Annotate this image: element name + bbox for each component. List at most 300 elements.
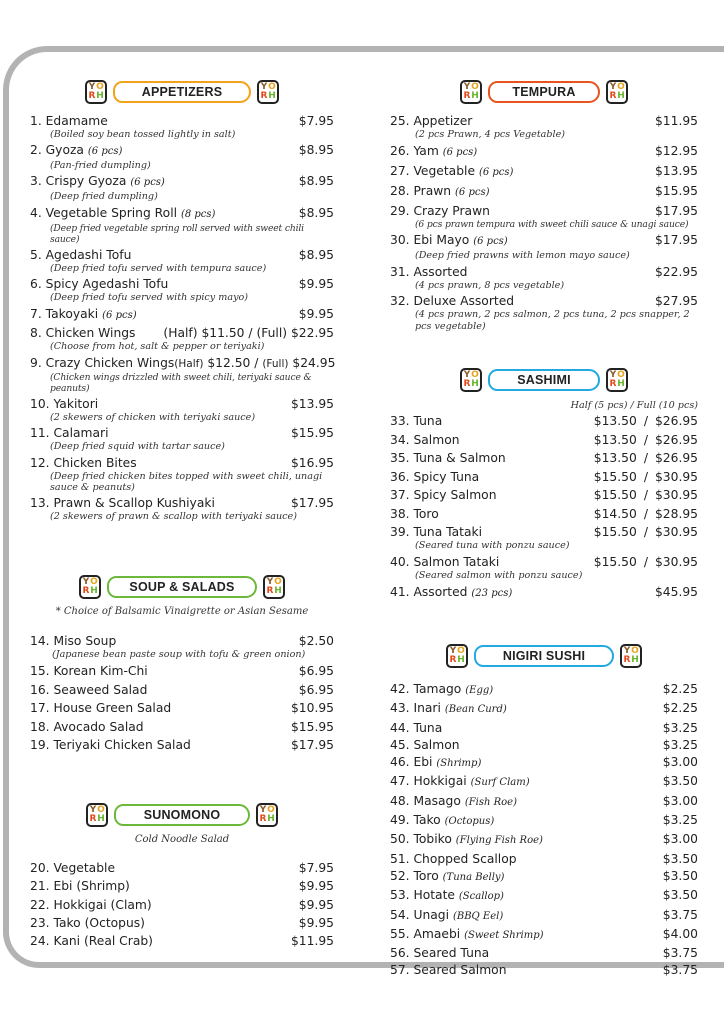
menu-item xyxy=(390,450,698,466)
item-name-text: 15. Korean Kim-Chi xyxy=(30,664,148,679)
logo-letter: R xyxy=(609,91,617,101)
item-name-text: 51. Chopped Scallop xyxy=(390,851,517,866)
item-name xyxy=(30,113,108,129)
yorh-logo-icon xyxy=(256,803,278,827)
item-name: 36. Spicy Tuna xyxy=(390,469,480,484)
item-name xyxy=(390,203,490,219)
item-row xyxy=(390,773,698,791)
item-name xyxy=(30,495,215,511)
half-price: $15.50 xyxy=(593,469,637,484)
item-row xyxy=(390,926,698,944)
item-name-text: 2. Gyoza xyxy=(30,143,84,158)
item-description: (2 skewers of prawn & scallop with teriyaki sauce) xyxy=(50,511,297,523)
item-price: $16.95 xyxy=(290,455,334,470)
item-name-text: 6. Spicy Agedashi Tofu xyxy=(30,277,169,292)
logo-letter: Y xyxy=(449,646,457,656)
item-row xyxy=(30,737,334,753)
item-price: $2.50 xyxy=(298,634,334,648)
item-price: $10.95 xyxy=(290,701,334,716)
item-price: $12.95 xyxy=(654,143,698,158)
logo-letter: Y xyxy=(260,82,268,92)
item-name: 35. Tuna & Salmon xyxy=(390,451,506,465)
item-name xyxy=(390,926,544,944)
logo-letter: Y xyxy=(609,82,617,92)
yorh-logo-icon xyxy=(460,80,482,104)
item-price: $3.50 xyxy=(662,868,698,883)
sunomono-section xyxy=(30,802,334,951)
item-name xyxy=(390,812,494,830)
menu-item xyxy=(390,113,698,141)
item-price: $13.95 xyxy=(654,163,698,178)
item-portion: (Octopus) xyxy=(444,816,495,828)
item-name-text: 28. Prawn xyxy=(390,183,452,198)
item-name-text: 26. Yam xyxy=(390,143,439,158)
item-name: 33. Tuna xyxy=(390,414,443,428)
item-row xyxy=(390,962,698,978)
item-row xyxy=(390,868,698,886)
item-name-text: 17. House Green Salad xyxy=(30,701,172,716)
item-name xyxy=(30,878,130,894)
item-row xyxy=(390,163,698,181)
item-price: $6.95 xyxy=(298,682,334,697)
full-price: $30.95 xyxy=(654,525,698,539)
half-price: $15.50 xyxy=(593,525,637,539)
price-separator: / xyxy=(643,506,648,521)
menu-item xyxy=(390,851,698,867)
menu-item xyxy=(30,455,334,494)
menu-item xyxy=(390,720,698,736)
logo-letter: H xyxy=(617,379,625,389)
item-row xyxy=(390,469,698,485)
item-row xyxy=(390,143,698,161)
item-name xyxy=(30,719,144,735)
logo-letter: H xyxy=(274,586,282,596)
item-name xyxy=(390,720,442,736)
menu-item xyxy=(30,306,334,324)
item-name-text: 48. Masago xyxy=(390,793,461,808)
item-row xyxy=(390,907,698,925)
logo-letter: R xyxy=(463,91,471,101)
menu-item xyxy=(30,113,334,141)
item-row xyxy=(390,793,698,811)
item-row xyxy=(390,887,698,905)
item-price: $9.95 xyxy=(298,915,334,930)
item-name-text: 50. Tobiko xyxy=(390,832,452,847)
full-price: $28.95 xyxy=(654,506,698,521)
logo-letter: O xyxy=(471,370,479,380)
item-price: $9.95 xyxy=(298,277,334,292)
price-separator: / xyxy=(643,414,648,428)
item-portion: (6 pcs) xyxy=(87,146,123,158)
item-name xyxy=(30,247,131,263)
item-price xyxy=(594,469,698,485)
item-row xyxy=(390,524,698,540)
item-name: 34. Salmon xyxy=(390,432,460,447)
item-name-text: 23. Tako (Octopus) xyxy=(30,915,145,930)
item-row xyxy=(390,737,698,753)
item-row xyxy=(30,933,334,949)
item-name-text: 21. Ebi (Shrimp) xyxy=(30,879,130,894)
item-name xyxy=(30,142,122,160)
menu-item xyxy=(30,897,334,913)
menu-item xyxy=(390,506,698,522)
item-row xyxy=(30,306,334,324)
logo-letter: R xyxy=(266,586,274,596)
item-row xyxy=(390,293,698,309)
item-price: $9.95 xyxy=(298,897,334,912)
item-name-text: 32. Deluxe Assorted xyxy=(390,294,515,308)
item-portion: (6 pcs) xyxy=(130,177,165,189)
item-price: $4.00 xyxy=(662,926,698,941)
item-name xyxy=(390,962,507,978)
item-row xyxy=(30,719,334,735)
menu-item xyxy=(390,203,698,231)
tempura-section xyxy=(390,79,698,334)
soup-salads-list xyxy=(30,633,334,753)
logo-letter: R xyxy=(609,379,617,389)
item-name xyxy=(390,945,489,961)
item-name-text: 56. Seared Tuna xyxy=(390,946,490,961)
appetizers-header xyxy=(30,79,334,105)
item-row xyxy=(30,247,334,263)
item-description: (Chicken wings drizzled with sweet chili, teriyaki sauce & peanuts) xyxy=(50,371,312,394)
item-row xyxy=(390,945,698,961)
half-price: $12.50 / xyxy=(203,355,263,370)
item-row xyxy=(390,720,698,736)
item-price: $3.00 xyxy=(662,832,698,847)
item-row xyxy=(390,264,698,280)
item-portion: (6 pcs) xyxy=(442,146,478,158)
item-price: $3.75 xyxy=(662,963,698,978)
item-name-text: 16. Seaweed Salad xyxy=(30,682,148,697)
item-price: $17.95 xyxy=(654,203,698,218)
item-description: (Boiled soy bean tossed lightly in salt) xyxy=(50,129,236,140)
menu-item xyxy=(30,425,334,453)
half-price: $15.50 xyxy=(593,488,637,502)
item-price: $17.95 xyxy=(290,496,334,511)
item-price: $11.95 xyxy=(290,934,334,949)
logo-letter: R xyxy=(463,379,471,389)
item-name xyxy=(30,173,165,191)
logo-letter: Y xyxy=(88,82,96,92)
item-name-text: 49. Tako xyxy=(390,813,441,828)
sunomono-list xyxy=(30,860,334,949)
sashimi-size-note: Half (5 pcs) / Full (10 pcs) xyxy=(570,400,698,411)
item-name-text: 1. Edamame xyxy=(30,114,108,128)
nigiri-title: NIGIRI SUSHI xyxy=(474,645,614,667)
logo-letter: O xyxy=(631,646,639,656)
item-name-text: 14. Miso Soup xyxy=(30,634,117,648)
item-description: (Pan-fried dumpling) xyxy=(50,160,151,172)
item-price: $15.95 xyxy=(654,183,698,198)
menu-item xyxy=(390,681,698,699)
item-name xyxy=(30,633,116,649)
item-row xyxy=(30,495,334,511)
logo-letter: R xyxy=(623,655,631,665)
sunomono-title: SUNOMONO xyxy=(114,804,250,826)
item-name xyxy=(390,868,504,886)
item-description: (4 pcs prawn, 2 pcs salmon, 2 pcs tuna, 2 pcs snapper, 2 pcs vegetable) xyxy=(415,309,690,332)
appetizers-title: APPETIZERS xyxy=(113,81,251,103)
menu-item xyxy=(390,469,698,485)
half-price: $13.50 xyxy=(593,414,637,428)
menu-item xyxy=(390,183,698,201)
full-price: $30.95 xyxy=(654,555,698,569)
nigiri-header xyxy=(390,643,698,669)
item-name-text: 53. Hotate xyxy=(390,888,455,903)
menu-item xyxy=(30,663,334,679)
item-name xyxy=(30,737,191,753)
menu-item xyxy=(30,878,334,894)
menu-item xyxy=(390,264,698,292)
item-portion: (Sweet Shrimp) xyxy=(464,929,544,941)
menu-item xyxy=(390,143,698,161)
menu-item xyxy=(30,142,334,172)
menu-item xyxy=(390,700,698,718)
item-price: $17.95 xyxy=(290,738,334,753)
item-row xyxy=(390,812,698,830)
item-price: $9.95 xyxy=(298,879,334,894)
logo-letter: H xyxy=(457,655,465,665)
menu-item xyxy=(30,860,334,876)
item-price: $8.95 xyxy=(298,248,334,263)
full-price: $30.95 xyxy=(654,488,698,502)
half-price: $13.50 xyxy=(593,432,637,447)
menu-item xyxy=(30,495,334,523)
item-name xyxy=(30,425,109,441)
item-row xyxy=(30,633,334,649)
item-price: $27.95 xyxy=(654,294,698,308)
menu-item xyxy=(30,719,334,735)
sashimi-section xyxy=(390,367,698,602)
item-price: $7.95 xyxy=(298,861,334,875)
item-row xyxy=(390,450,698,466)
item-row xyxy=(30,915,334,931)
item-name-text: 52. Toro xyxy=(390,868,439,883)
menu-item xyxy=(30,325,334,353)
yorh-logo-icon xyxy=(257,80,279,104)
item-row xyxy=(390,232,698,250)
yorh-logo-icon xyxy=(446,644,468,668)
logo-letter: Y xyxy=(82,577,90,587)
menu-item xyxy=(30,355,334,395)
item-price: $3.25 xyxy=(662,737,698,752)
logo-letter: O xyxy=(268,82,276,92)
item-price xyxy=(594,524,698,540)
item-name xyxy=(390,907,503,925)
item-price xyxy=(594,554,698,570)
menu-item xyxy=(30,633,334,661)
item-name xyxy=(30,276,168,292)
item-name-text: 9. Crazy Chicken Wings xyxy=(30,355,175,370)
full-price: $26.95 xyxy=(654,432,698,447)
appetizers-list xyxy=(30,113,334,523)
menu-item xyxy=(390,754,698,772)
item-description: (Deep fried chicken bites topped with sweet chili, unagi sauce & peanuts) xyxy=(50,470,323,494)
item-name xyxy=(30,455,137,471)
item-name-text: 11. Calamari xyxy=(30,426,109,441)
logo-letter: H xyxy=(268,91,276,101)
item-price: $45.95 xyxy=(654,585,698,599)
item-name-text: 5. Agedashi Tofu xyxy=(30,248,132,263)
price-separator: / xyxy=(643,525,648,539)
item-portion: (Scallop) xyxy=(458,891,504,903)
item-price: $17.95 xyxy=(654,233,698,247)
item-name-text: 19. Teriyaki Chicken Salad xyxy=(30,738,191,753)
item-name-text: 22. Hokkigai (Clam) xyxy=(30,897,152,912)
item-name xyxy=(30,700,171,716)
item-row xyxy=(30,173,334,191)
logo-letter: Y xyxy=(266,577,274,587)
soup-salads-title: SOUP & SALADS xyxy=(107,576,257,598)
item-description: (Seared tuna with ponzu sauce) xyxy=(415,540,570,551)
item-row xyxy=(390,681,698,699)
logo-letter: Y xyxy=(259,805,267,815)
item-name xyxy=(30,205,215,223)
half-price: $15.50 xyxy=(593,555,637,569)
item-name-text: 42. Tamago xyxy=(390,682,462,696)
item-row xyxy=(390,754,698,772)
item-price xyxy=(174,355,335,372)
menu-item xyxy=(30,915,334,931)
item-name xyxy=(30,897,152,913)
item-name-text: 45. Salmon xyxy=(390,737,460,752)
menu-item xyxy=(390,773,698,791)
logo-letter: R xyxy=(82,586,90,596)
yorh-logo-icon xyxy=(79,575,101,599)
yorh-logo-icon xyxy=(460,368,482,392)
item-portion: (Flying Fish Roe) xyxy=(455,835,543,847)
item-portion: (Fish Roe) xyxy=(464,796,517,808)
sashimi-list xyxy=(390,413,698,602)
item-name: 37. Spicy Salmon xyxy=(390,488,497,502)
item-price xyxy=(594,450,698,466)
tempura-list xyxy=(390,113,698,332)
menu-item xyxy=(390,831,698,849)
yorh-logo-icon xyxy=(620,644,642,668)
item-row xyxy=(390,584,698,602)
item-price: $3.50 xyxy=(662,774,698,789)
item-description: (Deep fried prawns with lemon mayo sauce) xyxy=(415,250,630,261)
item-name-text: 27. Vegetable xyxy=(390,163,476,178)
menu-item xyxy=(30,700,334,716)
item-row xyxy=(390,831,698,849)
logo-letter: O xyxy=(274,577,282,587)
logo-letter: R xyxy=(449,655,457,665)
item-name-text: 24. Kani (Real Crab) xyxy=(30,934,153,949)
item-description: (Seared salmon with ponzu sauce) xyxy=(415,570,583,581)
logo-letter: H xyxy=(97,814,105,824)
item-name xyxy=(390,793,517,811)
item-price: (Half) $11.50 / (Full) $22.95 xyxy=(163,326,334,341)
item-name xyxy=(390,831,543,849)
menu-item xyxy=(30,173,334,203)
half-label: (Half) xyxy=(174,357,204,370)
menu-item xyxy=(390,907,698,925)
item-description: (Japanese bean paste soup with tofu & green onion) xyxy=(52,649,306,660)
full-price: $26.95 xyxy=(654,451,698,465)
logo-letter: R xyxy=(260,91,268,101)
item-price xyxy=(594,506,698,522)
price-separator: / xyxy=(643,469,648,484)
item-name-text: 3. Crispy Gyoza xyxy=(30,174,127,189)
item-price: $3.75 xyxy=(662,946,698,961)
item-row xyxy=(390,554,698,570)
logo-letter: H xyxy=(96,91,104,101)
item-name xyxy=(390,681,493,699)
item-row xyxy=(390,700,698,718)
item-name xyxy=(30,325,135,341)
item-price: $9.95 xyxy=(298,306,334,321)
item-row xyxy=(390,203,698,219)
price-separator: / xyxy=(643,555,648,569)
logo-letter: R xyxy=(89,814,97,824)
item-name xyxy=(390,754,481,772)
item-price: $8.95 xyxy=(298,143,334,158)
item-description: (6 pcs prawn tempura with sweet chili sauce & unagi sauce) xyxy=(415,218,689,230)
menu-item xyxy=(390,584,698,602)
item-name-text: 31. Assorted xyxy=(390,264,468,279)
menu-item xyxy=(30,933,334,949)
item-name-text: 8. Chicken Wings xyxy=(30,326,136,341)
item-name-text: 20. Vegetable xyxy=(30,861,116,875)
logo-letter: H xyxy=(90,586,98,596)
item-name xyxy=(30,915,145,931)
dressing-note: * Choice of Balsamic Vinaigrette or Asian Sesame xyxy=(55,606,309,617)
soup-salads-header xyxy=(30,574,334,600)
logo-letter: O xyxy=(267,805,275,815)
menu-item xyxy=(390,524,698,552)
item-row xyxy=(30,878,334,894)
sunomono-header xyxy=(30,802,334,828)
item-name xyxy=(390,264,467,280)
item-name: 39. Tuna Tataki xyxy=(390,525,483,539)
item-price: $3.25 xyxy=(662,720,698,735)
half-price: $13.50 xyxy=(593,451,637,465)
menu-item xyxy=(30,247,334,275)
logo-letter: O xyxy=(96,82,104,92)
menu-item xyxy=(390,887,698,905)
menu-item xyxy=(390,926,698,944)
item-description: (Deep fried tofu served with tempura sauce) xyxy=(50,263,267,275)
item-description: (2 skewers of chicken with teriyaki sauce) xyxy=(50,412,256,424)
logo-letter: H xyxy=(631,655,639,665)
menu-item xyxy=(30,205,334,246)
item-name-text: 43. Inari xyxy=(390,701,441,716)
item-price: $7.95 xyxy=(298,114,334,128)
item-name xyxy=(30,933,153,949)
item-name-text: 44. Tuna xyxy=(390,720,443,735)
item-row xyxy=(30,113,334,129)
item-row xyxy=(390,432,698,448)
item-portion: (6 pcs) xyxy=(473,236,508,247)
item-portion: (6 pcs) xyxy=(102,309,137,321)
item-price: $3.00 xyxy=(662,755,698,770)
price-separator: / xyxy=(643,488,648,502)
item-price: $22.95 xyxy=(654,264,698,279)
menu-item xyxy=(390,945,698,961)
item-name xyxy=(390,887,504,905)
full-price: $24.95 xyxy=(288,355,336,370)
item-name-text: 25. Appetizer xyxy=(390,114,473,128)
item-name-text: 41. Assorted xyxy=(390,585,468,599)
item-name xyxy=(390,773,530,791)
logo-letter: O xyxy=(90,577,98,587)
logo-letter: Y xyxy=(609,370,617,380)
item-name-text: 29. Crazy Prawn xyxy=(390,203,490,218)
logo-letter: H xyxy=(471,379,479,389)
item-name xyxy=(30,860,115,876)
